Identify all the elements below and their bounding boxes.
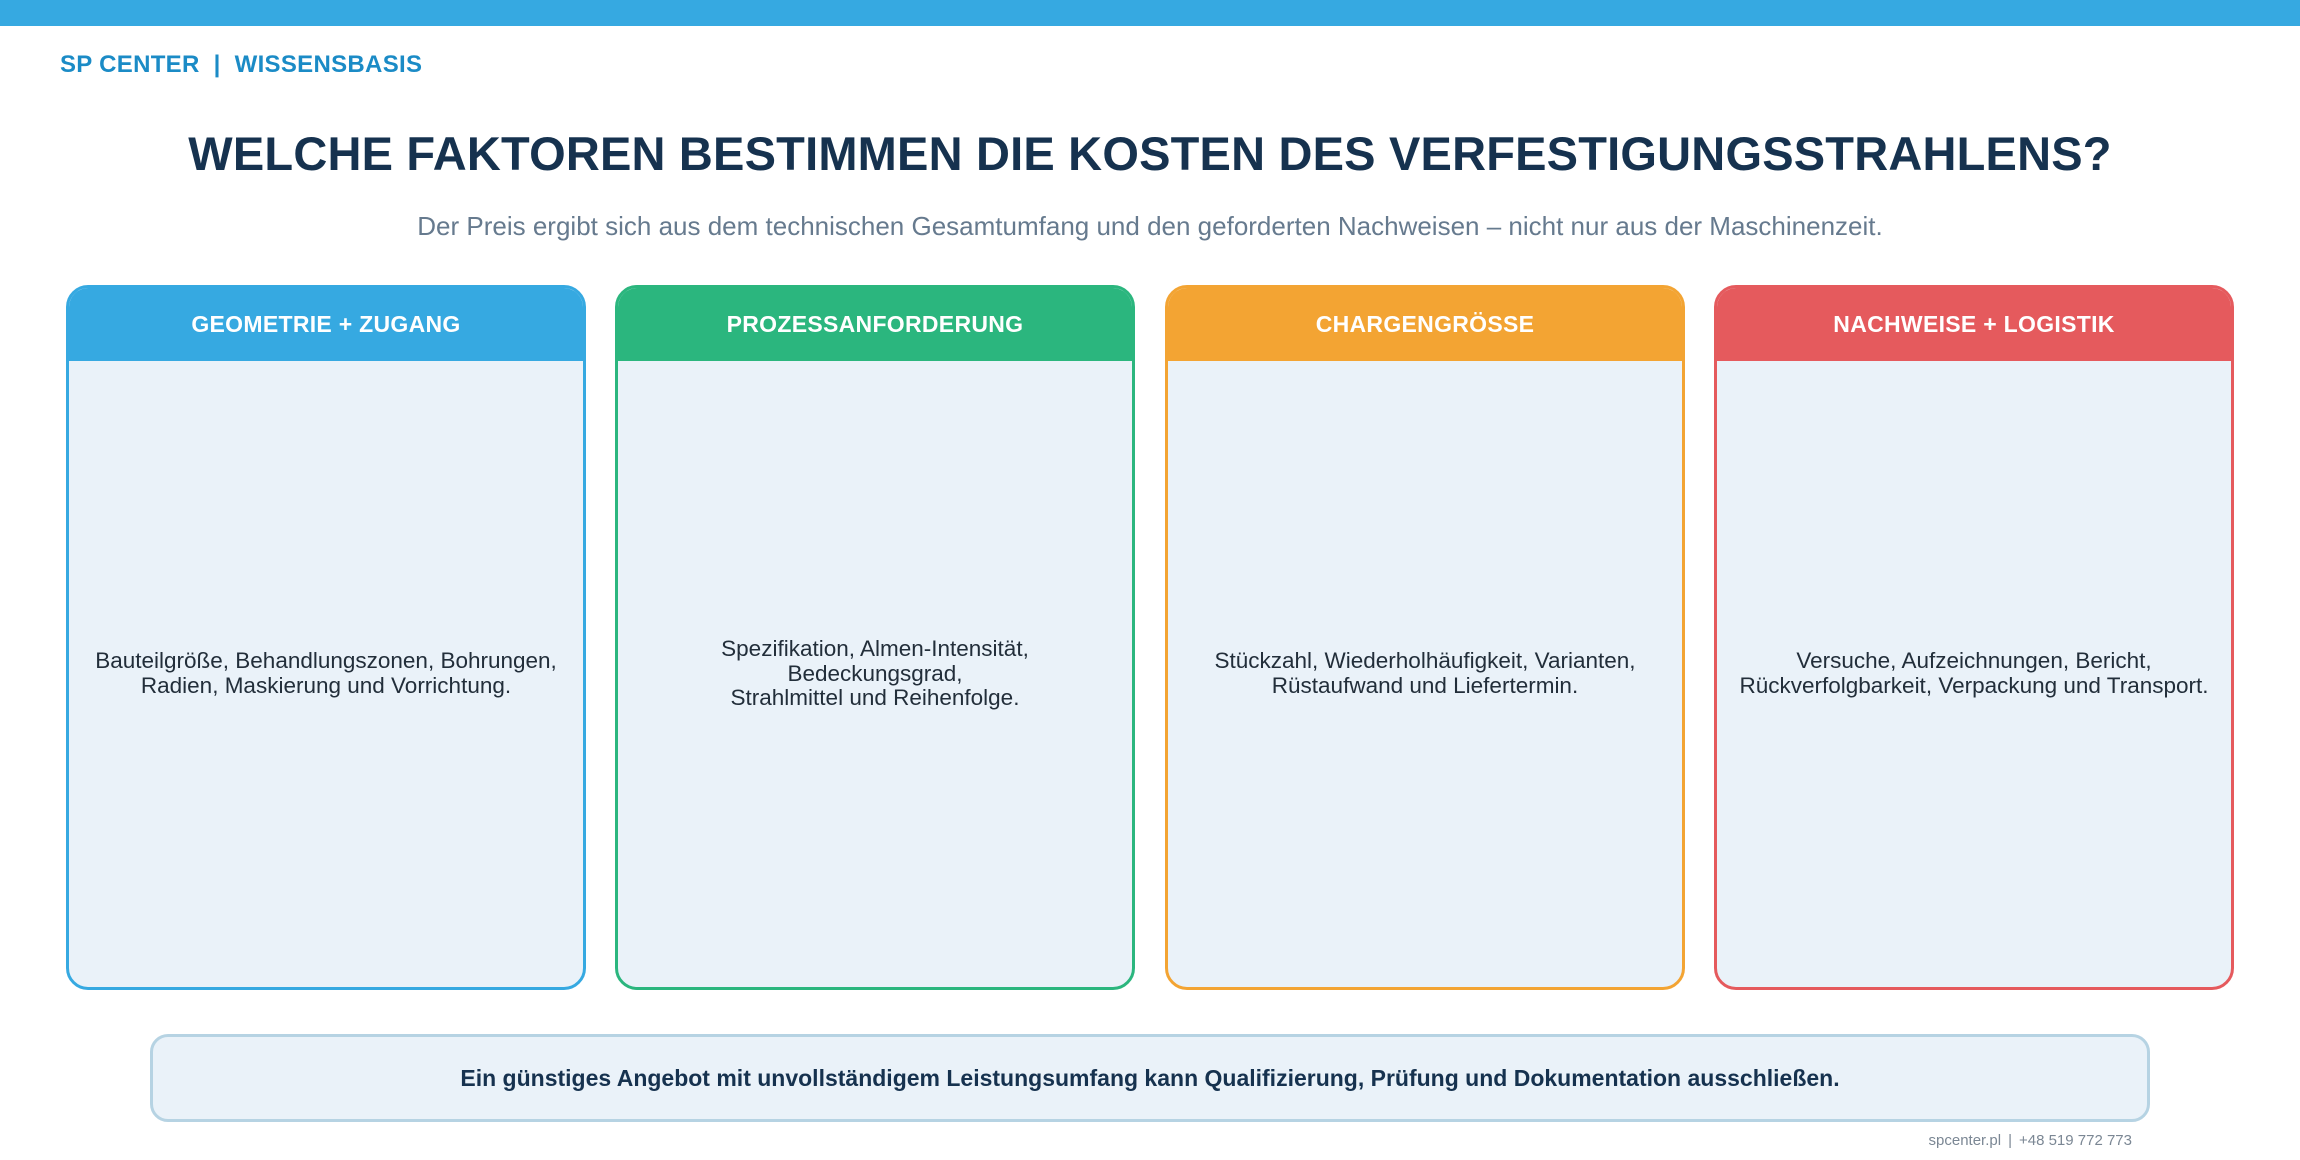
brand-section: WISSENSBASIS xyxy=(234,51,423,78)
card-description xyxy=(1168,361,1682,987)
brand-name: SP CENTER xyxy=(60,51,200,78)
footer-website: spcenter.pl xyxy=(1928,1132,2002,1149)
footer-contact xyxy=(1929,1132,2132,1149)
card-description-line1: Versuche, Aufzeichnungen, Bericht, xyxy=(1796,648,2152,674)
card-description-line2: Rückverfolgbarkeit, Verpackung und Transport. xyxy=(1739,673,2209,698)
card-header: CHARGENGRÖSSE xyxy=(1168,288,1682,361)
card-description xyxy=(69,361,583,987)
card-description-line2: Radien, Maskierung und Vorrichtung. xyxy=(140,673,512,698)
page-subtitle: Der Preis ergibt sich aus dem technischen Gesamtumfang und den geforderten Nachweisen – nicht nur aus der Maschinenzeit. xyxy=(417,211,1883,241)
card-header: PROZESSANFORDERUNG xyxy=(618,288,1132,361)
card-description-line1: Bauteilgröße, Behandlungszonen, Bohrungen, xyxy=(95,648,557,674)
card-description-line1: Stückzahl, Wiederholhäufigkeit, Varianten, xyxy=(1214,648,1636,674)
card-description-line1: Spezifikation, Almen-Intensität, Bedeckungsgrad, xyxy=(721,635,1029,686)
page-title: WELCHE FAKTOREN BESTIMMEN DIE KOSTEN DES VERFESTIGUNGSSTRAHLENS? xyxy=(188,127,2112,180)
card-description-line2: Rüstaufwand und Liefertermin. xyxy=(1271,673,1579,698)
top-accent-bar xyxy=(0,0,2300,26)
card-header: GEOMETRIE + ZUGANG xyxy=(69,288,583,361)
footer-separator: | xyxy=(2008,1132,2012,1149)
card-description xyxy=(618,361,1132,987)
card-geometrie-zugang xyxy=(66,285,586,990)
card-description xyxy=(1717,361,2231,987)
card-header: NACHWEISE + LOGISTIK xyxy=(1717,288,2231,361)
footer-phone: +48 519 772 773 xyxy=(2018,1132,2132,1149)
brand-separator: | xyxy=(213,51,221,78)
card-nachweise-logistik xyxy=(1714,285,2234,990)
card-prozessanforderung xyxy=(615,285,1135,990)
card-chargengroesse xyxy=(1165,285,1685,990)
bottom-note: Ein günstiges Angebot mit unvollständigem Leistungsumfang kann Qualifizierung, Prüfung und Dokumentation ausschließen. xyxy=(150,1034,2150,1122)
brand-header xyxy=(60,51,422,79)
card-description-line2: Strahlmittel und Reihenfolge. xyxy=(730,685,1020,711)
